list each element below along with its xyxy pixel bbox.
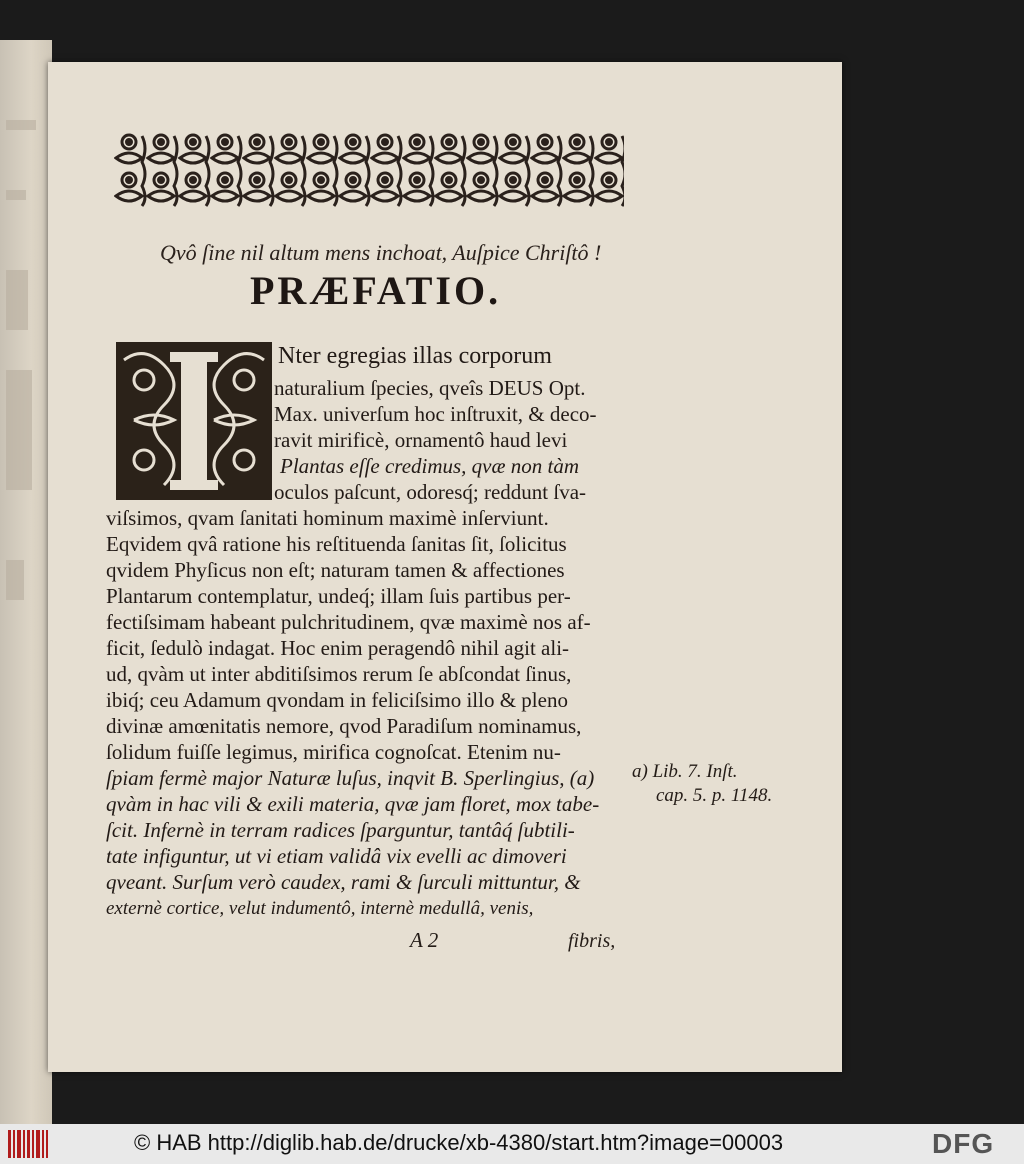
decorated-initial-i	[114, 340, 274, 502]
catchword: fibris,	[568, 930, 616, 952]
copyright-link[interactable]: © HAB http://diglib.hab.de/drucke/xb-4380/start.htm?image=00003	[134, 1130, 784, 1155]
text-line: Nter egregias illas corporum	[278, 343, 552, 369]
note-line: a) Lib. 7. Inſt.	[632, 761, 738, 782]
text-line: divinæ amœnitatis nemore, qvod Paradiſum nominamus,	[106, 714, 582, 738]
text-line: ſcit. Infernè in terram radices ſparguntur, tantâq́ ſubtili-	[106, 818, 575, 842]
text-line: viſsimos, qvam ſanitati hominum maximè inſerviunt.	[106, 506, 549, 530]
motto: Qvô ſine nil altum mens inchoat, Auſpice Chriſtô !	[160, 240, 602, 265]
viewer-footer	[0, 1124, 1024, 1164]
previous-page-edge	[0, 40, 52, 1124]
text-line: fectiſsimam habeant pulchritudinem, qvæ maximè nos af-	[106, 610, 591, 634]
text-line: ravit mirificè, ornamentô haud levi	[274, 428, 568, 452]
ornament-band	[114, 128, 624, 208]
text-line: Eqvidem qvâ ratione his reſtituenda ſanitas ſit, ſolicitus	[106, 532, 567, 556]
text-line: qveant. Surſum verò caudex, rami & ſurculi mittuntur, &	[106, 870, 581, 894]
dfg-logo: DFG	[932, 1128, 995, 1159]
barcode-icon	[8, 1130, 48, 1158]
text-line: Max. univerſum hoc inſtruxit, & deco-	[274, 402, 597, 426]
text-line: ſpiam fermè major Naturæ luſus, inqvit B. Sperlingius, (a)	[106, 766, 595, 790]
book-page	[48, 62, 842, 1072]
text-line: ud, qvàm ut inter abditiſsimos rerum ſe abſcondat ſinus,	[106, 662, 572, 686]
text-line: ſolidum fuiſſe legimus, mirifica cognoſcat. Etenim nu-	[106, 740, 561, 764]
text-line: Plantarum contemplatur, undeq́; illam ſuis partibus per-	[106, 584, 571, 608]
text-line: externè cortice, velut indumentô, internè medullâ, venis,	[106, 898, 534, 919]
text-line: oculos paſcunt, odoresq́; reddunt ſva-	[274, 480, 587, 504]
text-line: ficit, ſedulò indagat. Hoc enim peragendô nihil agit ali-	[106, 636, 570, 660]
page-title: PRÆFATIO.	[250, 268, 502, 313]
text-line: qvidem Phyſicus non eſt; naturam tamen & affectiones	[106, 558, 565, 582]
note-line: cap. 5. p. 1148.	[656, 785, 773, 806]
text-line: ibiq́; ceu Adamum qvondam in feliciſsimo illo & pleno	[106, 688, 568, 712]
marginal-note	[632, 760, 772, 808]
text-line: Plantas eſſe credimus, qvæ non tàm	[280, 454, 580, 478]
text-line: tate infiguntur, ut vi etiam validâ vix evelli ac dimoveri	[106, 844, 567, 868]
signature-mark: A 2	[410, 928, 439, 952]
text-line: qvàm in hac vili & exili materia, qvæ jam floret, mox tabe-	[106, 792, 600, 816]
text-line: naturalium ſpecies, qveîs DEUS Opt.	[274, 376, 586, 400]
